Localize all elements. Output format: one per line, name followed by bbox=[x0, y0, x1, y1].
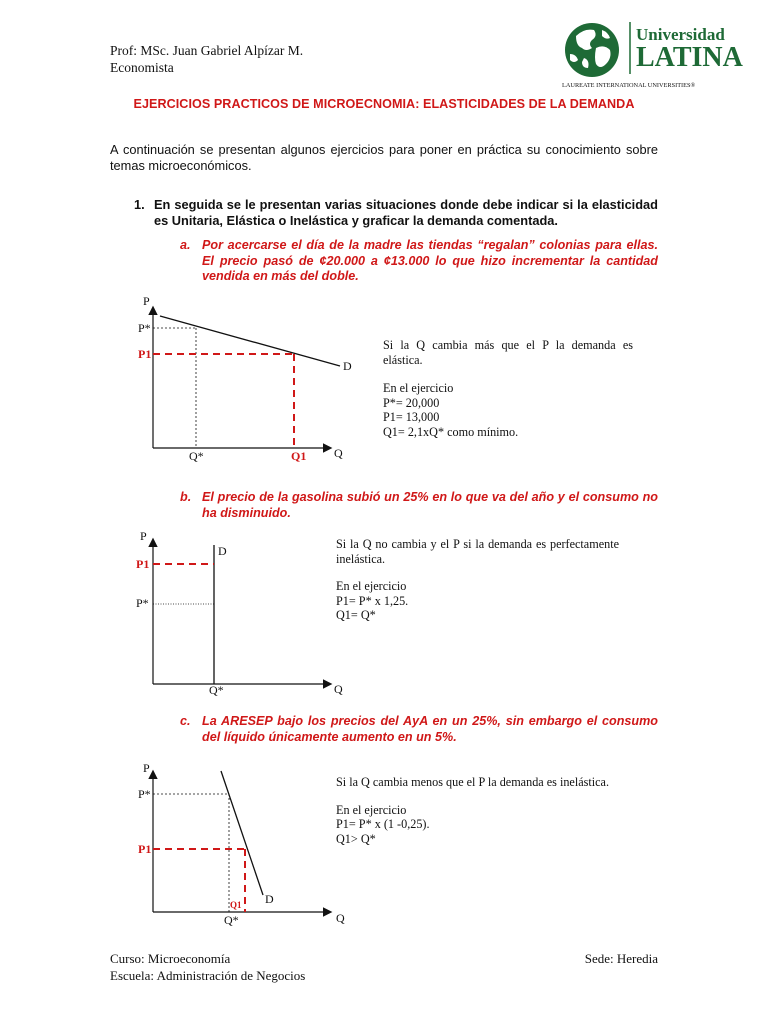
item-c-letter: c. bbox=[180, 714, 191, 728]
document-title: EJERCICIOS PRACTICOS DE MICROECNOMIA: ELASTICIDADES DE LA DEMANDA bbox=[133, 97, 635, 111]
footer-course: Curso: Microeconomía bbox=[110, 951, 231, 966]
professor-role: Economista bbox=[110, 60, 174, 75]
graph-a-q-label: Q bbox=[334, 446, 343, 460]
graph-b-p-label: P bbox=[140, 529, 147, 543]
graph-c-q-label: Q bbox=[336, 911, 345, 925]
graph-c-demand-line bbox=[221, 771, 263, 895]
item-a-explanation bbox=[383, 338, 633, 439]
graph-a-demand-line bbox=[160, 316, 340, 366]
item-c-example-line: Q1> Q* bbox=[336, 831, 376, 846]
item-b-example-line: Q1= Q* bbox=[336, 608, 376, 622]
item-c bbox=[180, 714, 658, 746]
item-c-example-line: P1= P* x (1 -0,25). bbox=[336, 817, 430, 831]
globe-logo-icon bbox=[562, 18, 752, 90]
question-number: 1. bbox=[134, 197, 145, 212]
question-text: En seguida se le presentan varias situaciones donde debe indicar si la elasticidad es Unitaria, Elástica o Inelástica y graficar la demanda comentada. bbox=[154, 197, 658, 228]
item-a-text: Por acercarse el día de la madre las tiendas “regalan” colonias para ellas. El precio pasó de ¢20.000 a ¢13.000 lo que hizo incrementar la cantidad vendida en más del doble. bbox=[202, 238, 658, 283]
item-c-rule: Si la Q cambia menos que el P la demanda es inelástica. bbox=[336, 775, 610, 789]
graph-a-p1-label: P1 bbox=[138, 347, 152, 361]
svg-text:LAUREATE INTERNATIONAL UNIVERS: LAUREATE INTERNATIONAL UNIVERSITIES® bbox=[562, 82, 696, 89]
item-a-letter: a. bbox=[180, 238, 191, 252]
intro-paragraph: A continuación se presentan algunos ejercicios para poner en práctica su conocimiento sobre temas microeconómicos. bbox=[110, 142, 658, 173]
item-b-letter: b. bbox=[180, 490, 192, 504]
item-a-example-line: P1= 13,000 bbox=[383, 410, 440, 424]
graph-b-d-label: D bbox=[218, 544, 227, 558]
graph-a-p-label: P bbox=[143, 294, 150, 308]
graph-a-pstar-label: P* bbox=[138, 321, 151, 335]
item-c-text: La ARESEP bajo los precios del AyA en un 25%, sin embargo el consumo del líquido únicamente aumento en un 5%. bbox=[202, 714, 658, 744]
item-a bbox=[180, 238, 658, 286]
graph-a-qstar-label: Q* bbox=[189, 449, 204, 463]
footer-left bbox=[110, 950, 305, 984]
graph-c-q1-label: Q1 bbox=[230, 900, 242, 910]
item-b-text: El precio de la gasolina subió un 25% en lo que va del año y el consumo no ha disminuido. bbox=[202, 490, 658, 520]
svg-text:Universidad: Universidad bbox=[636, 25, 725, 44]
item-b-explanation bbox=[336, 537, 619, 623]
item-b-example-line: P1= P* x 1,25. bbox=[336, 593, 409, 608]
professor-name: Prof: MSc. Juan Gabriel Alpízar M. bbox=[110, 43, 304, 58]
item-b bbox=[180, 490, 658, 522]
item-a-example-line: P*= 20,000 bbox=[383, 395, 440, 410]
item-b-example-title: En el ejercicio bbox=[336, 579, 407, 593]
graph-c-p-label: P bbox=[143, 761, 150, 775]
graph-b-qstar-label: Q* bbox=[209, 683, 224, 697]
graph-c-d-label: D bbox=[265, 892, 274, 906]
graph-c-pstar-label: P* bbox=[138, 787, 151, 801]
item-c-explanation bbox=[336, 775, 619, 846]
graph-a bbox=[125, 290, 365, 470]
graph-b-p1-label: P1 bbox=[136, 557, 150, 571]
item-a-example-title: En el ejercicio bbox=[383, 381, 454, 395]
item-a-rule: Si la Q cambia más que el P la demanda es elástica. bbox=[383, 338, 633, 367]
graph-b-q-label: Q bbox=[334, 682, 343, 696]
svg-text:LATINA: LATINA bbox=[636, 42, 743, 73]
graph-a-q1-label: Q1 bbox=[291, 449, 307, 463]
graph-b-pstar-label: P* bbox=[136, 596, 149, 610]
professor-header bbox=[110, 42, 303, 76]
item-c-example-title: En el ejercicio bbox=[336, 802, 407, 817]
graph-a-d-label: D bbox=[343, 359, 352, 373]
graph-b bbox=[125, 525, 350, 700]
graph-c-qstar-label: Q* bbox=[224, 913, 239, 927]
university-logo bbox=[562, 18, 752, 90]
item-b-rule: Si la Q no cambia y el P si la demanda es perfectamente inelástica. bbox=[336, 537, 619, 566]
graph-c bbox=[125, 755, 350, 930]
footer-campus: Sede: Heredia bbox=[584, 951, 658, 966]
footer-school: Escuela: Administración de Negocios bbox=[110, 968, 306, 983]
graph-c-p1-label: P1 bbox=[138, 842, 152, 856]
item-a-example-line: Q1= 2,1xQ* como mínimo. bbox=[383, 424, 519, 439]
